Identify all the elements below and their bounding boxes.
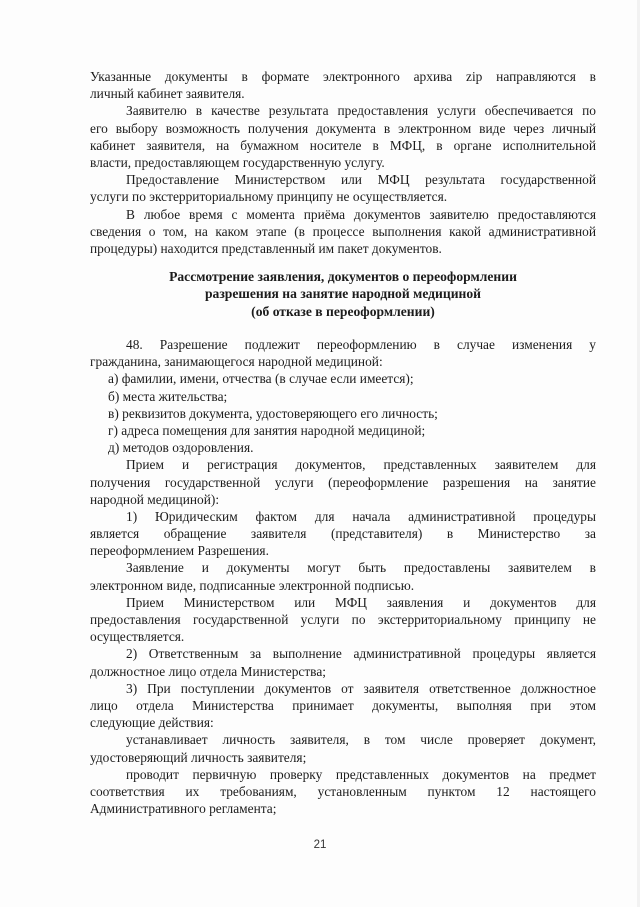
text-line: услуги по экстерриториальному принципу не осуществляется.	[90, 189, 448, 205]
heading-line: (об отказе в переоформлении)	[251, 303, 435, 319]
text-line: переоформлением Разрешения.	[90, 543, 269, 559]
text-line: власти, предоставляющем государственную услугу.	[90, 154, 385, 170]
text-line: кабинет заявителя, на бумажном носителе в МФЦ, в органе исполнительной	[90, 137, 596, 153]
text-line: В любое время с момента приёма документов заявителю предоставляются	[126, 206, 596, 222]
text-line: Прием Министерством или МФЦ заявления и документов для	[126, 594, 596, 610]
text-line: соответствия их требованиям, установленным пунктом 12 настоящего	[90, 783, 596, 799]
text-line: Административного регламента;	[90, 801, 277, 817]
text-line: проводит первичную проверку представленных документов на предмет	[126, 766, 596, 782]
text-line: получения государственной услуги (переоформление разрешения на занятие	[90, 474, 596, 490]
heading-line: разрешения на занятие народной медициной	[204, 286, 482, 302]
text-line: процедуры) находится представленный им пакет документов.	[90, 240, 442, 256]
list-item: в) реквизитов документа, удостоверяющего его личность;	[108, 405, 438, 421]
text-line: Указанные документы в формате электронного архива zip направляются в	[90, 69, 596, 84]
text-line: Предоставление Министерством или МФЦ результата государственной	[126, 172, 596, 188]
text-line: народной медициной):	[90, 491, 220, 507]
list-item: б) места жительства;	[108, 388, 228, 404]
list-item: г) адреса помещения для занятия народной медициной;	[108, 422, 426, 438]
text-line: Прием и регистрация документов, представленных заявителем для	[126, 457, 596, 473]
text-line: осуществляется.	[90, 629, 185, 645]
text-line: предоставления государственной услуги по экстерриториальному принципу не	[90, 612, 596, 627]
text-line: следующие действия:	[90, 715, 214, 731]
text-line: 2) Ответственным за выполнение административной процедуры является	[126, 646, 596, 662]
intro-text	[90, 68, 596, 257]
body-text	[90, 336, 596, 817]
text-line: электронном виде, подписанные электронной подписью.	[90, 577, 415, 593]
text-line: должностное лицо отдела Министерства;	[90, 663, 326, 679]
text-line: его выбору возможность получения документа в электронном виде через личный	[90, 120, 596, 136]
text-line: 3) При поступлении документов от заявителя ответственное должностное	[126, 680, 596, 696]
text-line: сведения о том, на каком этапе (в процессе выполнения какой административной	[90, 223, 596, 239]
text-line: устанавливает личность заявителя, в том числе проверяет документ,	[126, 732, 596, 748]
text-line: лицо отдела Министерства принимает документы, выполняя при этом	[90, 697, 596, 713]
list-item: д) методов оздоровления.	[108, 440, 254, 456]
list-item: а) фамилии, имени, отчества (в случае если имеется);	[108, 371, 414, 387]
text-line: личный кабинет заявителя.	[90, 86, 245, 102]
text-line: является обращение заявителя (представителя) в Министерство за	[90, 526, 596, 542]
section-heading	[90, 268, 596, 320]
heading-line: Рассмотрение заявления, документов о переоформлении	[169, 269, 517, 284]
text-line: 1) Юридическим фактом для начала административной процедуры	[126, 508, 596, 524]
text-line: удостоверяющий личность заявителя;	[90, 749, 307, 765]
text-line: Заявление и документы могут быть предоставлены заявителем в	[126, 560, 596, 576]
text-line: Заявителю в качестве результата предоставления услуги обеспечивается по	[126, 103, 596, 119]
text-line: 48. Разрешение подлежит переоформлению в случае изменения у	[126, 337, 596, 352]
text-line: гражданина, занимающегося народной медициной:	[90, 354, 383, 370]
page-number: 21	[313, 839, 327, 851]
